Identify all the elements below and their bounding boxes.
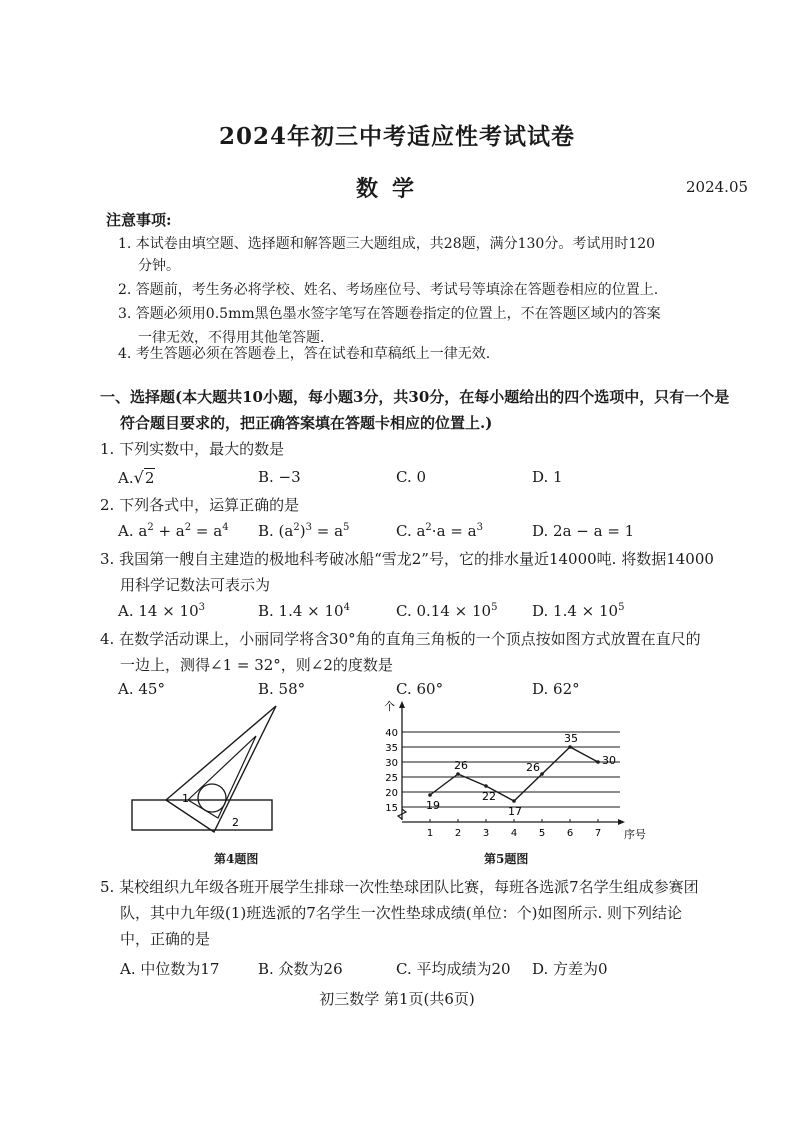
chart-data-label: 26 (526, 761, 540, 774)
q4-stem-cont: 一边上，测得∠1 = 32°，则∠2的度数是 (120, 656, 393, 674)
chart-data-label: 30 (602, 754, 616, 767)
chart-data-point (512, 799, 516, 803)
chart-x-tick-label: 3 (482, 828, 490, 839)
chart-x-tick-label: 1 (426, 828, 434, 839)
chart-data-label: 22 (482, 790, 496, 803)
ruler (132, 800, 272, 830)
chart-y-tick-label: 30 (385, 758, 398, 769)
chart-data-point (484, 784, 488, 788)
q4-figure (128, 700, 288, 840)
chart-x-axis-arrow (618, 819, 625, 825)
q3-stem: 3. 我国第一艘自主建造的极地科考破冰船“雪龙2”号，它的排水量近14000吨. 将数据14000 (100, 550, 714, 568)
notice-item-3: 3. 答题必须用0.5mm黑色墨水签字笔写在答题卷指定的位置上，不在答题区域内的答案 (118, 306, 661, 322)
triangle-inner (188, 736, 256, 818)
q4-option-d: D. 62° (532, 680, 580, 698)
exam-title: 2024年初三中考适应性考试试卷 (218, 123, 575, 150)
chart-x-tick-label: 5 (538, 828, 546, 839)
chart-y-tick-label: 25 (385, 773, 398, 784)
section1-instructions: 一、选择题(本大题共10小题，每小题3分，共30分，在每小题给出的四个选项中，只有一个是 (100, 388, 730, 406)
q3-option-b: B. $1.4 \times 10^4$ (258, 602, 350, 620)
chart-x-axis-label: 序号 (624, 828, 646, 841)
notice-item-4: 4. 考生答题必须在答题卷上，答在试卷和草稿纸上一律无效. (118, 346, 491, 362)
chart-data-point (428, 793, 432, 797)
q5-figure-caption: 第5题图 (484, 852, 529, 866)
q2-option-b: B. $(a^2)^3 = a^5$ (258, 522, 350, 540)
notice-item-1-cont: 分钟。 (138, 258, 180, 274)
q1-option-d: D. 1 (532, 468, 563, 486)
q4-option-a: A. 45° (118, 680, 165, 698)
q5-option-c: C. 平均成绩为20 (396, 960, 511, 978)
chart-x-tick-label: 6 (566, 828, 574, 839)
chart-y-axis-arrow (399, 701, 405, 708)
notice-item-1: 1. 本试卷由填空题、选择题和解答题三大题组成，共28题，满分130分。考试用时120 (118, 236, 656, 252)
q2-option-a: A. $a^2 + a^2 = a^4$ (118, 522, 229, 540)
q2-option-c: C. $a^2\cdot a = a^3$ (396, 522, 483, 540)
q3-option-c: C. $0.14 \times 10^5$ (396, 602, 498, 620)
triangle-hole (198, 784, 226, 812)
q5-stem: 5. 某校组织九年级各班开展学生排球一次性垫球团队比赛，每班各选派7名学生组成参赛团 (100, 878, 699, 896)
angle-2-label: 2 (232, 816, 239, 829)
chart-x-tick-label: 7 (594, 828, 602, 839)
q3-option-a: A. $14 \times 10^3$ (118, 602, 206, 620)
chart-data-point (568, 745, 572, 749)
q5-stem-cont-2: 中，正确的是 (120, 930, 211, 948)
chart-data-label: 35 (564, 732, 578, 745)
q5-option-b: B. 众数为26 (258, 960, 343, 978)
chart-data-point (596, 760, 600, 764)
page-footer: 初三数学 第1页(共6页) (319, 990, 475, 1008)
q5-option-d: D. 方差为0 (532, 960, 608, 978)
angle-1-label: 1 (182, 792, 189, 805)
exam-date: 2024.05 (686, 178, 749, 196)
chart-data-label: 17 (508, 805, 522, 818)
q5-line-chart (370, 700, 660, 845)
chart-data-label: 19 (426, 799, 440, 812)
chart-x-tick-label: 2 (454, 828, 462, 839)
q4-stem: 4. 在数学活动课上，小丽同学将含30°角的直角三角板的一个顶点按如图方式放置在直尺的 (100, 630, 701, 648)
chart-y-tick-label: 35 (385, 743, 398, 754)
notice-heading: 注意事项: (106, 211, 172, 229)
notice-item-2: 2. 答题前，考生务必将学校、姓名、考场座位号、考试号等填涂在答题卷相应的位置上. (118, 282, 659, 298)
q4-figure-caption: 第4题图 (214, 852, 259, 866)
q2-stem: 2. 下列各式中，运算正确的是 (100, 496, 300, 514)
chart-y-tick-label: 20 (385, 788, 398, 799)
chart-data-point (540, 772, 544, 776)
subject-title: 数学 (356, 176, 429, 202)
q1-option-b: B. −3 (258, 468, 301, 486)
chart-data-point (456, 772, 460, 776)
chart-y-tick-label: 40 (385, 728, 398, 739)
q3-option-d: D. $1.4 \times 10^5$ (532, 602, 625, 620)
q4-option-c: C. 60° (396, 680, 444, 698)
q5-stem-cont: 队，其中九年级(1)班选派的7名学生一次性垫球成绩(单位：个)如图所示. 则下列结论 (120, 904, 683, 922)
chart-y-tick-label: 15 (385, 803, 398, 814)
q1-option-a: A.√2 (118, 468, 155, 487)
chart-y-axis-label: 个 (384, 700, 395, 713)
q5-option-a: A. 中位数为17 (120, 960, 220, 978)
notice-item-3-cont: 一律无效，不得用其他笔答题. (138, 330, 325, 346)
chart-series-line (430, 747, 598, 801)
q1-stem: 1. 下列实数中，最大的数是 (100, 440, 285, 458)
section1-instructions-cont: 符合题目要求的，把正确答案填在答题卡相应的位置上.) (120, 414, 493, 432)
q3-stem-cont: 用科学记数法可表示为 (120, 576, 271, 594)
chart-data-label: 26 (454, 759, 468, 772)
chart-x-tick-label: 4 (510, 828, 518, 839)
q4-option-b: B. 58° (258, 680, 306, 698)
q1-option-c: C. 0 (396, 468, 427, 486)
q2-option-d: D. 2a − a = 1 (532, 522, 635, 540)
